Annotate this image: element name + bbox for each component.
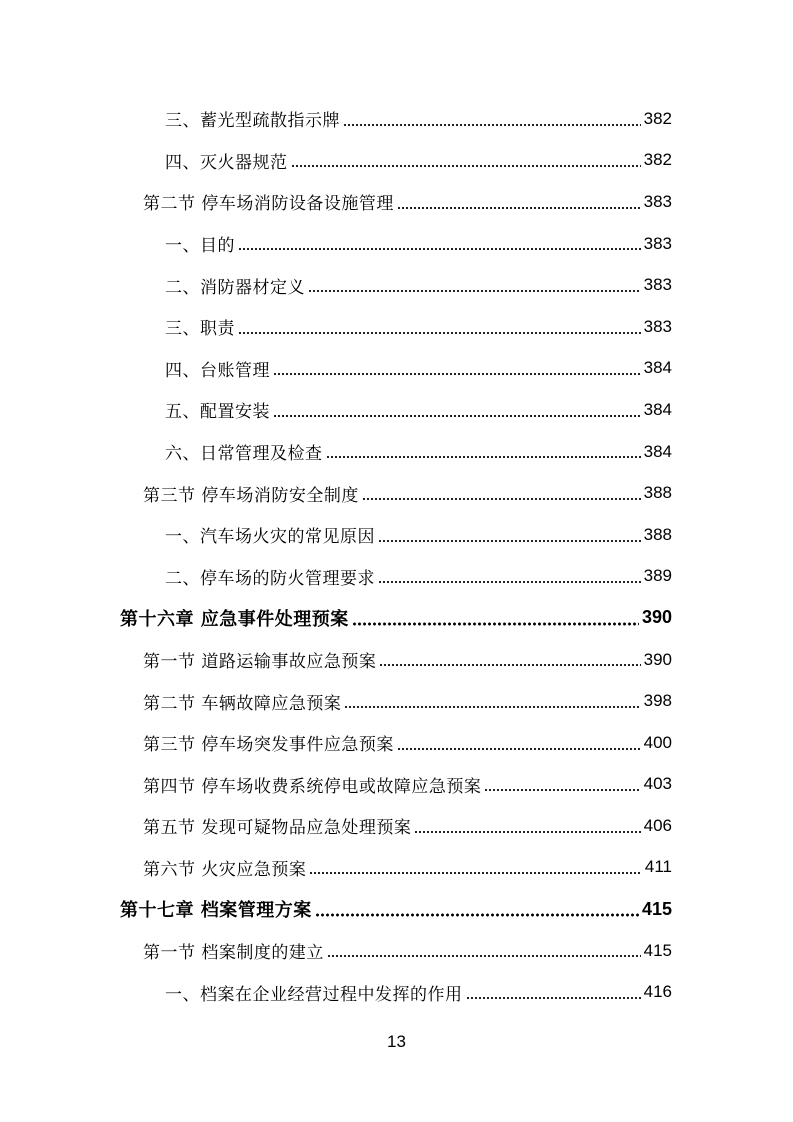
toc-entry-page: 415 bbox=[643, 940, 672, 960]
toc-entry-item[interactable] bbox=[0, 140, 793, 182]
toc-entry-item[interactable] bbox=[0, 223, 793, 265]
toc-entry-title: 一、目的 bbox=[165, 236, 235, 257]
toc-entry-page: 383 bbox=[643, 316, 672, 336]
dot-leader bbox=[344, 705, 640, 709]
toc-entry-title: 第三节 停车场突发事件应急预案 bbox=[143, 735, 394, 756]
toc-entry-title: 二、消防器材定义 bbox=[165, 277, 305, 298]
toc-entry-page: 398 bbox=[643, 691, 672, 711]
toc-entry-title: 一、档案在企业经营过程中发挥的作用 bbox=[165, 984, 463, 1005]
toc-entry-page: 389 bbox=[643, 566, 672, 586]
table-of-contents bbox=[0, 98, 793, 1013]
toc-entry-page: 390 bbox=[641, 607, 672, 628]
toc-entry-item[interactable] bbox=[0, 264, 793, 306]
toc-entry-page: 415 bbox=[641, 898, 672, 919]
toc-entry-page: 383 bbox=[643, 191, 672, 211]
page-number: 13 bbox=[387, 1032, 406, 1051]
toc-entry-title: 第十七章 档案管理方案 bbox=[120, 900, 312, 922]
toc-entry-title: 第二节 车辆故障应急预案 bbox=[143, 693, 342, 714]
toc-entry-item[interactable] bbox=[0, 98, 793, 140]
toc-entry-page: 390 bbox=[643, 649, 672, 669]
toc-entry-item[interactable] bbox=[0, 306, 793, 348]
dot-leader bbox=[362, 497, 641, 501]
toc-entry-page: 384 bbox=[643, 399, 672, 419]
toc-entry-page: 411 bbox=[644, 857, 672, 877]
toc-entry-section[interactable] bbox=[0, 639, 793, 681]
toc-entry-page: 388 bbox=[643, 524, 672, 544]
toc-entry-page: 406 bbox=[643, 815, 672, 835]
toc-entry-item[interactable] bbox=[0, 348, 793, 390]
dot-leader bbox=[397, 206, 641, 210]
toc-entry-page: 382 bbox=[643, 150, 672, 170]
toc-entry-page: 384 bbox=[643, 441, 672, 461]
toc-entry-page: 383 bbox=[643, 275, 672, 295]
toc-entry-item[interactable] bbox=[0, 514, 793, 556]
dot-leader bbox=[414, 830, 640, 834]
toc-entry-title: 第十六章 应急事件处理预案 bbox=[120, 608, 349, 630]
toc-entry-title: 一、汽车场火灾的常见原因 bbox=[165, 527, 375, 548]
toc-entry-page: 403 bbox=[643, 774, 672, 794]
dot-leader bbox=[379, 663, 640, 667]
dot-leader bbox=[238, 247, 641, 251]
toc-entry-page: 388 bbox=[643, 483, 672, 503]
toc-entry-item[interactable] bbox=[0, 971, 793, 1013]
toc-entry-section[interactable] bbox=[0, 722, 793, 764]
toc-entry-section[interactable] bbox=[0, 764, 793, 806]
dot-leader bbox=[378, 580, 641, 584]
toc-entry-section[interactable] bbox=[0, 930, 793, 972]
toc-entry-chapter[interactable] bbox=[0, 597, 793, 639]
toc-entry-title: 三、蓄光型疏散指示牌 bbox=[165, 111, 340, 132]
dot-leader bbox=[273, 414, 641, 418]
dot-leader bbox=[343, 123, 641, 127]
toc-entry-page: 382 bbox=[643, 108, 672, 128]
dot-leader bbox=[484, 788, 640, 792]
toc-entry-item[interactable] bbox=[0, 431, 793, 473]
toc-entry-title: 二、停车场的防火管理要求 bbox=[165, 568, 375, 589]
dot-leader bbox=[327, 954, 641, 958]
toc-entry-item[interactable] bbox=[0, 389, 793, 431]
dot-leader bbox=[466, 996, 641, 1000]
toc-entry-title: 第六节 火灾应急预案 bbox=[143, 859, 307, 880]
toc-entry-title: 三、职责 bbox=[165, 319, 235, 340]
toc-entry-section[interactable] bbox=[0, 805, 793, 847]
toc-entry-title: 第二节 停车场消防设备设施管理 bbox=[143, 194, 394, 215]
toc-entry-title: 第一节 档案制度的建立 bbox=[143, 943, 324, 964]
toc-entry-title: 第四节 停车场收费系统停电或故障应急预案 bbox=[143, 776, 482, 797]
toc-entry-page: 416 bbox=[643, 982, 672, 1002]
dot-leader bbox=[273, 372, 641, 376]
toc-entry-page: 383 bbox=[643, 233, 672, 253]
dot-leader bbox=[397, 747, 641, 751]
toc-entry-title: 第五节 发现可疑物品应急处理预案 bbox=[143, 818, 412, 839]
dot-leader bbox=[238, 331, 641, 335]
toc-entry-section[interactable] bbox=[0, 472, 793, 514]
toc-entry-title: 四、灭火器规范 bbox=[165, 152, 288, 173]
toc-entry-title: 六、日常管理及检查 bbox=[165, 444, 323, 465]
toc-entry-page: 384 bbox=[643, 358, 672, 378]
toc-entry-title: 第一节 道路运输事故应急预案 bbox=[143, 652, 377, 673]
toc-entry-item[interactable] bbox=[0, 556, 793, 598]
dot-leader bbox=[326, 455, 641, 459]
dot-leader bbox=[315, 913, 639, 917]
dot-leader bbox=[291, 164, 641, 168]
dot-leader bbox=[308, 289, 641, 293]
toc-entry-title: 四、台账管理 bbox=[165, 360, 270, 381]
dot-leader bbox=[378, 539, 641, 543]
dot-leader bbox=[309, 871, 641, 875]
toc-entry-section[interactable] bbox=[0, 680, 793, 722]
toc-entry-title: 第三节 停车场消防安全制度 bbox=[143, 485, 359, 506]
toc-entry-page: 400 bbox=[643, 732, 672, 752]
toc-entry-section[interactable] bbox=[0, 181, 793, 223]
dot-leader bbox=[352, 622, 639, 626]
toc-entry-chapter[interactable] bbox=[0, 888, 793, 930]
toc-entry-title: 五、配置安装 bbox=[165, 402, 270, 423]
toc-entry-section[interactable] bbox=[0, 847, 793, 889]
